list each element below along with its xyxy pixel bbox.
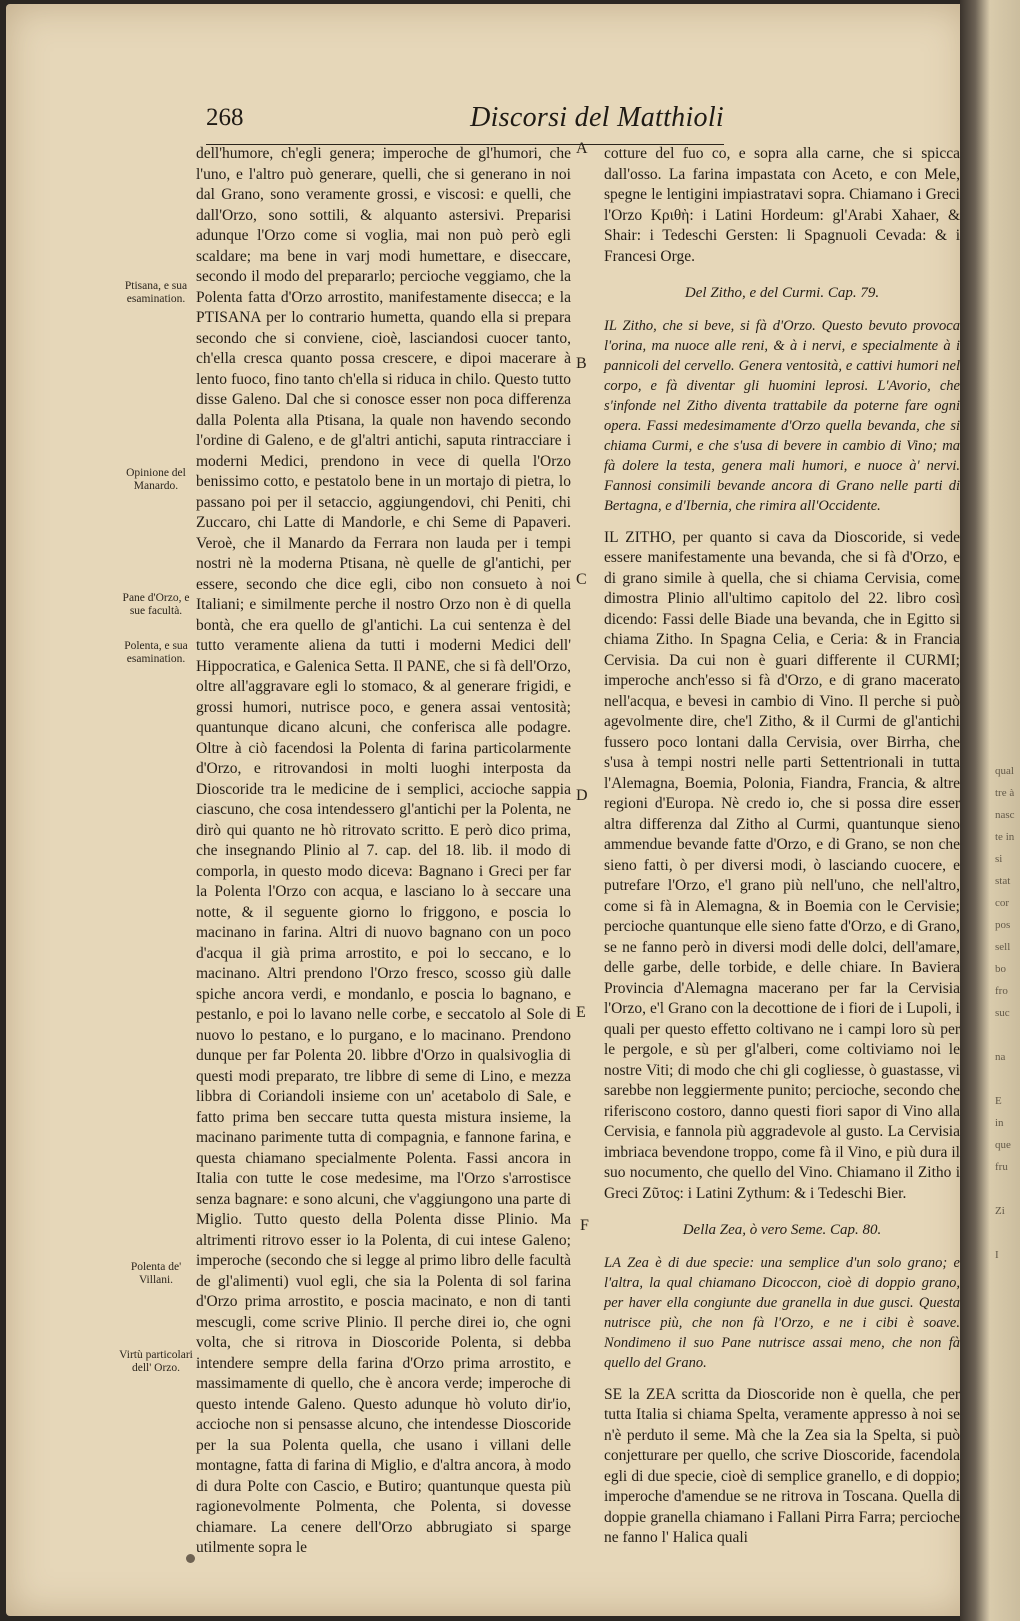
chapter-title: Del Zitho, e del Curmi. Cap. 79. (684, 285, 880, 301)
chapter-title: Della Zea, ò vero Seme. Cap. 80. (682, 1222, 882, 1238)
left-column (196, 144, 571, 1561)
right-column (604, 144, 960, 1551)
margin-note: Opinione del Manardo. (126, 467, 186, 492)
body-text: IL ZITHO, per quanto si cava da Dioscoride, si vede essere manifestamente una bevanda, che si fà d'Orzo, e di grano simile à quella, che si chiama Cervisia, come dimostra Plinio all'ultimo capitolo del 22. libro così dicendo: Fassi delle Biade una bevanda, che in Egitto si chiama Zitho. In Spagna Celia, e Ceria: & in Francia Cervisia. Da cui non è guari differente il CURMI; imperoche anch'esso si fà d'Orzo, e di grano macerato nell'acqua, e bevesi in cambio di Vino. Il perche si può agevolmente dire, che'l Zitho, & il Curmi de gl'antichi fussero poco lontani dalla Cervisia, over Birrha, che s'usa à tempi nostri nelle parti Settentrionali in tutta l'Alemagna, Boemia, Polonia, Fiandra, Francia, & altre regioni d'Europa. Nè credo io, che si possa dire esser altra differenza dal Zitho al Curmi, quantunque sieno ammendue bevande fatte d'Orzo, e di Grano, se non che sieno fatti, ò per diversi modi, ò lasciando cuocere, e putrefare l'Orzo, e'l grano più nell'uno, che nell'altro, come si fà in Alemagna, & in Boemia con le Cervisie; percioche quantunque elle sieno fatte d'Orzo, e di Grano, se ne fanno però in diversi modi delle dolci, dell'amare, delle garbe, delle torbide, e delle chiare. In Baviera Provincia d'Alemagna macerano per far la Cervisia l'Orzo, e'l Grano con la decottione de i fiori de i Lupoli, i quali per questo effetto coltivano ne i campi loro sù per le pergole, e sù per gl'alberi, come coltiviamo noi le nostre Viti; di modo che chi gli cogliesse, ò guastasse, vi sarebbe non leggiermente punito; percioche, secondo che riferiscono costoro, danno questi fiori sapor di Vino alla Cervisia, e fannola più aggradevole al gusto. La Cervisia imbriaca bevendone troppo, come fà il Vino, e più dura il suo nocumento, che quello del Vino. Chiamano il Zitho i Greci Ζῦτος: i Latini Zythum: & i Tedeschi Bier. (604, 528, 960, 1202)
running-head: Discorsi del Matthioli (470, 102, 724, 133)
ink-spot (186, 1554, 195, 1563)
chapter-lemma: LA Zea è di due specie: una semplice d'un solo grano; e l'altra, la qual chiamano Dicoccon, cioè di doppio grano, per haver ella congiunte due granella in due gusci. Questa nutrisce più, che non fà l'Orzo, e ne i cibi è soave. Nondimeno il suo Pane nutrisce assai meno, che non fà quello del Grano. (604, 1254, 960, 1371)
page-header (206, 104, 724, 145)
section-letter: D (576, 787, 588, 804)
section-letter: C (576, 571, 587, 588)
margin-note: Virtù particolari dell' Orzo. (119, 1349, 193, 1374)
margin-note: Polenta, e sua esamination. (124, 640, 188, 665)
section-letter: E (576, 1004, 586, 1021)
body-text: cotture del fuo co, e sopra alla carne, che si spicca dall'osso. La farina impastata con Aceto, e con Mele, spegne le lentigini impiastratavi sopra. Chiamano i Greci l'Orzo Κριθὴ: i Latini Hordeum: gl'Arabi Xahaer, & Shair: i Tedeschi Gersten: li Spagnuoli Cevada: & i Francesi Orge. (604, 145, 960, 265)
body-text: SE la ZEA scritta da Dioscoride non è quella, che per tutta Italia si chiama Spelta, veramente appresso à noi se n'è perduto il seme. Mà che la Zea sia la Spelta, si può conjetturare per quello, che scrive Dioscoride, facendola egli di due specie, cioè di semplice granello, e di doppio; imperoche d'amendue se ne ritrova in Toscana. Quella di doppie granella chiamano i Fallani Pirra Farra; percioche ne fanno l' Halica quali (604, 1385, 960, 1546)
section-letter: F (580, 1217, 589, 1234)
chapter-lemma: IL Zitho, che si beve, si fà d'Orzo. Questo bevuto provoca l'orina, ma nuoce alle reni, & à i nervi, e specialmente à i pannicoli del cervello. Genera ventosità, e cattivi humori nel corpo, e fà diventar gli huomini leprosi. L'Avorio, che s'infonde nel Zitho diventa trattabile da poterne fare ogni opera. Fassi medesimamente d'Orzo quella bevanda, che si chiama Curmi, e che s'usa di bevere in cambio di Vino; ma fà dolere la testa, genera mali humori, e nuoce à' nervi. Fannosi consimili bevande ancora di Grano nelle parti di Bertagna, e d'Ibernia, che rimira all'Occidente. (604, 317, 960, 514)
margin-note: Polenta de' Villani. (130, 1261, 182, 1286)
margin-note: Ptisana, e sua esamination. (124, 280, 188, 305)
page-number: 268 (206, 104, 244, 131)
book-page (6, 4, 968, 1616)
section-letter: B (576, 355, 587, 372)
body-text: dell'humore, ch'egli genera; imperoche de gl'humori, che l'uno, e l'altro può generare, quelli, che si generano in noi dal Grano, sono veramente grossi, e viscosi: e quelli, che dall'Orzo, sono sottili, & alquanto astersivi. Preparisi adunque l'Orzo come si voglia, mai non può però egli scaldare; ma bene in varj modi humettare, e diseccare, secondo il modo del prepararlo; percioche veggiamo, che la Polenta fatta d'Orzo arrostito, manifestamente disecca; e la PTISANA per lo contrario humetta, quando ella si prepara secondo che si conviene, cioè, lasciandosi cuocer tanto, ch'ella cresca quanto possa crescere, e dipoi macerare à lento fuoco, fino tanto ch'ella si riduca in chilo. Questo tutto disse Galeno. Dal che si conosce esser non poca differenza dalla Polenta alla Ptisana, la quale non havendo secondo l'ordine di Galeno, e de gl'altri antichi, saputa rintracciare i moderni Medici, prendono in vece di quella l'Orzo benissimo cotto, e pestatolo bene in un mortajo di pietra, lo passano poi per il setaccio, aggiungendovi, chi Peniti, chi Zuccaro, chi Latte di Mandorle, e chi Seme di Papaveri. Veroè, che il Manardo da Ferrara non lauda per i tempi nostri nè la moderna Ptisana, nè quelle de gl'antichi, per essere, secondo che dice egli, cibo non consueto à noi Italiani; e similmente perche il nostro Orzo non è di quella bontà, che era quello de gl'antichi. La cui sentenza è del tutto veramente aliena da tutti i moderni Medici dell' Hippocratica, e Galenica Setta. Il PANE, che si fà dell'Orzo, oltre all'aggravare egli lo stomaco, & al generare frigidi, e grossi humori, nutrisce poco, e genera assai ventosità; quantunque dicano alcuni, che conferisca alle podagre. Oltre à ciò facendosi la Polenta di farina particolarmente d'Orzo, e ritrovandosi in molti luoghi interposta da Dioscoride tra le medicine de i semplici, accioche sappia ciascuno, che cosa intendessero gl'antichi per la Polenta, ne dirò qui quanto ne hò ritrovato scritto. E però dico prima, che insegnando Plinio al 7. cap. del 18. lib. il modo di comporla, in questo modo diceva: Bagnano i Greci per far la Polenta l'Orzo con acqua, e lasciano lo à seccare una notte, & il seguente giorno lo friggono, e poscia lo macinano in farina. Altri di nuovo bagnano con un poco d'acqua il già prima arrostito, e poi lo seccano, e lo macinano. Altri prendono l'Orzo fresco, scosso giù dalle spiche ancora verdi, e mondanlo, e poscia lo bagnano, e pestanlo, e poi lo lavano nelle corbe, e seccatolo al Sole di nuovo lo pestano, e lo purgano, e lo macinano. Prendono dunque per far Polenta 20. libbre d'Orzo in qualsivoglia di questi modi preparato, tre libbre di seme di Lino, e mezza libbra di Coriandoli insieme con un' acetabolo di Sale, e fatto prima ben seccare tutta questa mistura insieme, la macinano parimente tutta di compagnia, e fannone farina, e questa chiamano specialmente Polenta. Fassi ancora in Italia con tutte le cose medesime, ma l'Orzo s'arrostisce senza bagnare: e sono alcuni, che v'aggiungono una parte di Miglio. Tutto questo della Polenta disse Plinio. Ma altrimenti ritrovo esser io la Polenta, di cui intese Galeno; imperoche (secondo che si legge al primo libro delle facultà de gl'alimenti) vuol egli, che sia la Polenta di sol farina d'Orzo prima arrostito, e poscia macinato, e non di tanti mescugli, come scrive Plinio. Il perche direi io, che ogni volta, che si ritrova in Dioscoride Polenta, si debba intendere sempre della farina d'Orzo prima arrostito, e massimamente di quello, che è ancora verde; imperoche di questo intende Galeno. Questo adunque hò voluto dir'io, accioche non si pensasse alcuno, che intendesse Dioscoride per la sua Polenta quella, che usano i villani delle montagne, fatta di farina di Miglio, e d'altra ancora, à modo di dura Polte con Cascio, e Butiro; quantunque questa più ragionevolmente Polmenta, che Polenta, si dovesse chiamare. La cenere dell'Orzo abbrugiato si sparge utilmente sopra le (196, 145, 571, 1556)
facing-page-fragments: qual tre à nasc te in si stat cor pos sell bo fro suc na E in que fru Zi I (995, 765, 1015, 1261)
margin-note: Pane d'Orzo, e sue facultà. (122, 592, 190, 617)
section-letter: A (576, 140, 588, 157)
